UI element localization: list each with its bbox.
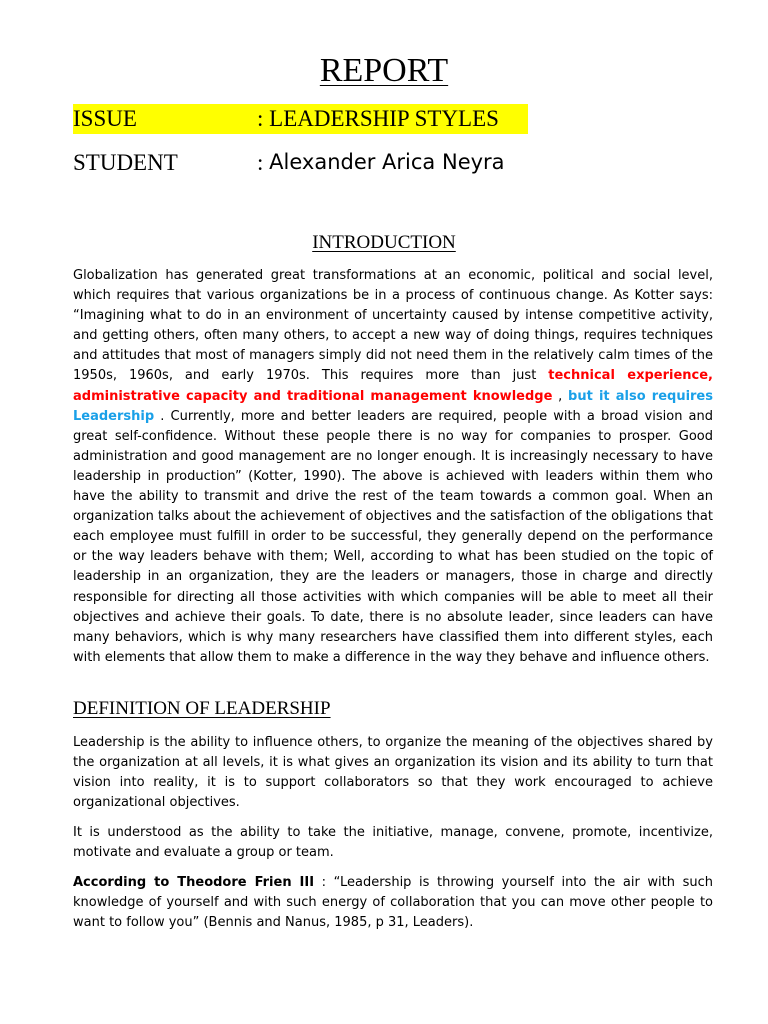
student-colon: : xyxy=(257,150,270,175)
definition-paragraph-1: Leadership is the ability to influence others, to organize the meaning of the objectives shared by the organization at all levels, it is what gives an organization its vision and its ability to turn that vision into reality, it is to support collaborators so that they work encouraged to achieve organizational objectives. xyxy=(73,735,713,811)
intro-text-part3: . Currently, more and better leaders are required, people with a broad vision and great self-confidence. Without these people there is no way for companies to prosper. Good administration and good management are no longer enough. It is increasingly necessary to have leadership in production” (Kotter, 1990). The above is achieved with leaders within them who have the ability to transmit and drive the rest of the team towards a common goal. When an organization talks about the achievement of objectives and the satisfaction of the obligations that each employee must fulfill in order to be successful, they generally depend on the performance or the way leaders behave with them; Well, according to what has been studied on the topic of leadership in an organization, they are the leaders or managers, those in charge and directly responsible for directing all those activities with which companies will be able to meet all their objectives and achieve their goals. To date, there is no absolute leader, since leaders can have many behaviors, which is why many researchers have classified them into different styles, each with elements that allow them to make a difference in the way they behave and influence others. xyxy=(73,408,713,665)
intro-text-part1: Globalization has generated great transformations at an economic, political and social level, which requires that various organizations be in a process of continuous change. As Kotter says: “Imagining what to do in an environment of uncertainty caused by intense competitive activity, and getting others, often many others, to accept a new way of doing things, requires techniques and attitudes that most of managers simply did not need them in the relatively calm times of the 1950s, 1960s, and early 1970s. This requires more than just xyxy=(73,268,713,384)
definition-paragraph-2: It is understood as the ability to take the initiative, manage, convene, promote, incentivize, motivate and evaluate a group or team. xyxy=(73,825,713,861)
definition-quote-text: : “Leadership is throwing yourself into the air with such knowledge of yourself and with such energy of collaboration that you can move other people to want to follow you” (Bennis and Nanus, 1985, p 31, Leaders). xyxy=(73,875,713,931)
student-value xyxy=(257,150,505,176)
report-title: REPORT xyxy=(319,52,449,89)
introduction-heading: INTRODUCTION xyxy=(312,232,456,253)
student-name: Alexander Arica Neyra xyxy=(269,150,505,174)
issue-row xyxy=(73,104,528,134)
definition-paragraph-3 xyxy=(73,873,713,933)
introduction-paragraph xyxy=(73,266,713,668)
student-label: STUDENT xyxy=(73,150,178,175)
issue-value: : LEADERSHIP STYLES xyxy=(257,106,499,131)
intro-text-part2: , xyxy=(552,388,569,404)
intro-highlight-red: technical experience, administrative capacity and traditional management knowledge xyxy=(73,368,713,404)
issue-label: ISSUE xyxy=(73,106,137,131)
definition-quote-author: According to Theodore Frien III xyxy=(73,875,315,890)
intro-highlight-blue: but it also requires Leadership xyxy=(73,388,713,424)
definition-heading: DEFINITION OF LEADERSHIP xyxy=(73,698,331,719)
